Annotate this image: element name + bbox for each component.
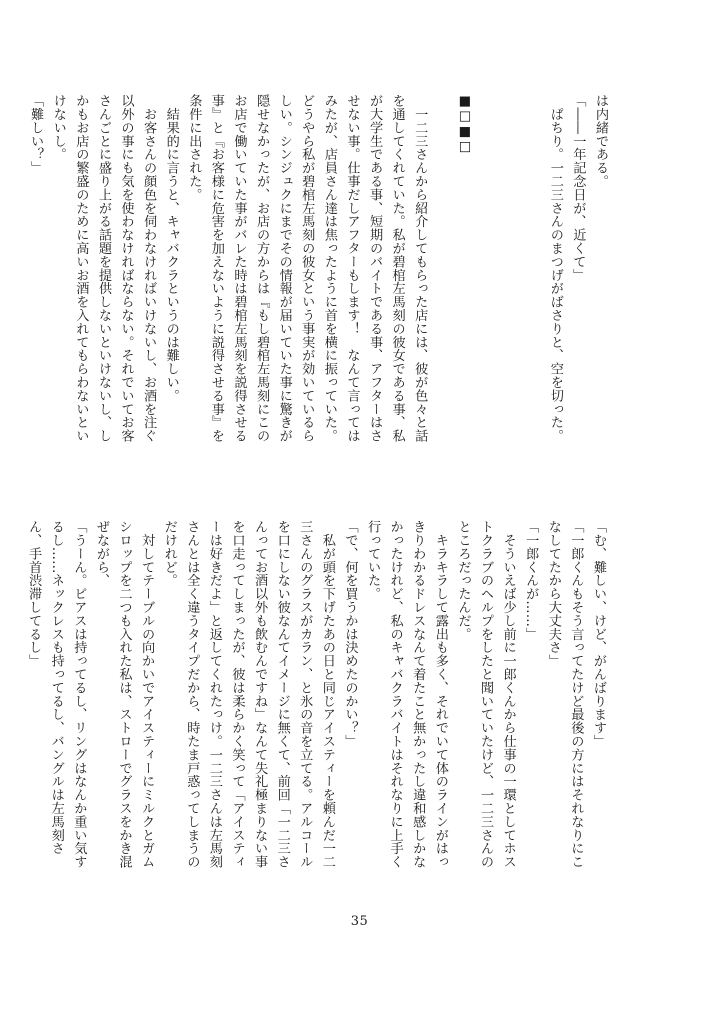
upper-text-line: 事』と『お客様に危害を加えないように説得させる事』を — [208, 94, 224, 443]
lower-text-line: なしてたから大丈夫さ」 — [545, 520, 561, 668]
lower-text-line: 行っていた。 — [365, 520, 381, 601]
lower-text-line: 「一郎くんが……」 — [523, 520, 539, 641]
lower-text-line: るし……ネックレスも持ってるし、バングルは左馬刻さ — [48, 520, 64, 855]
upper-text-line: どうやら私が碧棺左馬刻の彼女という事実が効いているら — [299, 94, 315, 443]
lower-text-line: 三さんのグラスがカラン、と氷の音を立てる。アルコール — [297, 520, 313, 869]
lower-text-line: さんとは全く違うタイプだから、時たま戸惑ってしまうの — [184, 520, 200, 869]
lower-text-line: んってお酒以外も飲むんですね」なんて失礼極まりない事 — [252, 520, 268, 869]
upper-text-line: お店で働いていた事がバレた時は碧棺左馬刻を説得させる — [231, 94, 247, 443]
upper-text-line: 隠せなかったが、お店の方からは『もし碧棺左馬刻にこの — [254, 94, 270, 443]
lower-text-line: 「む、難しい、けど、がんばります」 — [591, 520, 606, 748]
lower-text-line: ところだったんだ。 — [455, 520, 471, 641]
upper-text-line: みたが、店員さん達は焦ったように首を横に振っていた。 — [321, 94, 337, 443]
lower-text-line: シロップを二つも入れた私は、ストローでグラスをかき混 — [116, 520, 132, 869]
upper-text-line: 結果的に言うと、キャバクラというのは難しい。 — [163, 94, 179, 403]
lower-text-line: ぜながら、 — [93, 520, 109, 587]
upper-text-line: けないし。 — [50, 94, 66, 161]
upper-text-line: さんごとに盛り上がる話題を提供しないといけないし、し — [95, 94, 111, 443]
upper-text-line: しい。シンジュクにまでその情報が届いていた事に驚きが — [276, 94, 292, 443]
lower-text-line: そういえば少し前に一郎くんから仕事の一環としてホス — [500, 520, 516, 869]
upper-text-line: かもお店の繁盛のために高いお酒を入れてもらわないとい — [73, 94, 89, 443]
upper-text-line: は内緒である。 — [593, 94, 608, 188]
upper-text-line — [498, 94, 521, 490]
upper-text-line: 一二三さんから紹介してもらった店には、彼が色々と話 — [412, 94, 428, 443]
upper-text-line: せない事。仕事だしアフターもします！ なんて言っては — [344, 94, 360, 443]
lower-text-line: 対してテーブルの向かいでアイスティーにミルクとガム — [139, 520, 155, 869]
lower-text-line: 「で、何を買うかは決めたのかい？」 — [342, 520, 358, 748]
lower-text-line: かったけれど、私のキャバクラバイトはそれなりに上手く — [387, 520, 403, 869]
lower-text-line: キラキラして露出も多く、それでいて体のラインがはっ — [432, 520, 448, 869]
upper-text-line: 「難しい？」 — [28, 94, 44, 175]
lower-text-line: きりわかるドレスなんて着たこと無かったし違和感しかな — [410, 520, 426, 869]
upper-text-line — [475, 94, 498, 490]
upper-text-line — [521, 94, 544, 490]
lower-text-line: 私が頭を下げたあの日と同じアイスティーを頼んだ一二 — [319, 520, 335, 869]
lower-text-line: だけれど。 — [161, 520, 177, 587]
upper-text-line: お客さんの顔色を伺わなければいけないし、お酒を注ぐ — [141, 94, 157, 443]
upper-text-line: が大学生である事、短期のバイトである事、アフターはさ — [367, 94, 383, 443]
upper-text-line: ぱちり。一二三さんのまつげがばさりと、空を切った。 — [547, 94, 563, 443]
upper-text-line: 以外の事にも気を使わなければならない。それでいてお客 — [118, 94, 134, 443]
upper-text-block — [28, 94, 611, 490]
lower-text-line: ーは好きだよ」と返してくれたっけ。一二三さんは左馬刻 — [206, 520, 222, 869]
lower-text-line: を口にしない彼なんてイメージに無くて、前回「一二三さ — [274, 520, 290, 869]
upper-text-line: ■□■□ — [457, 94, 473, 155]
upper-text-line: 条件に出された。 — [186, 94, 202, 202]
page-number: 35 — [350, 914, 369, 929]
upper-text-line — [430, 94, 453, 490]
lower-text-block — [26, 520, 609, 918]
lower-text-line: ん、手首渋滞してるし」 — [26, 520, 42, 668]
lower-text-line: を口走ってしまったが、彼は柔らかく笑って「アイスティ — [229, 520, 245, 869]
upper-text-line: を通してくれていた。私が碧棺左馬刻の彼女である事、私 — [389, 94, 405, 443]
upper-text-line: 「――一年記念日が、近くて」 — [570, 94, 586, 282]
lower-text-line: 「うーん。ピアスは持ってるし、リングはなんか重い気す — [71, 520, 87, 869]
lower-text-line: トクラブのヘルプをしたと聞いていたけど、一二三さんの — [478, 520, 494, 869]
lower-text-line: 「一郎くんもそう言ってたけど最後の方にはそれなりにこ — [568, 520, 584, 869]
